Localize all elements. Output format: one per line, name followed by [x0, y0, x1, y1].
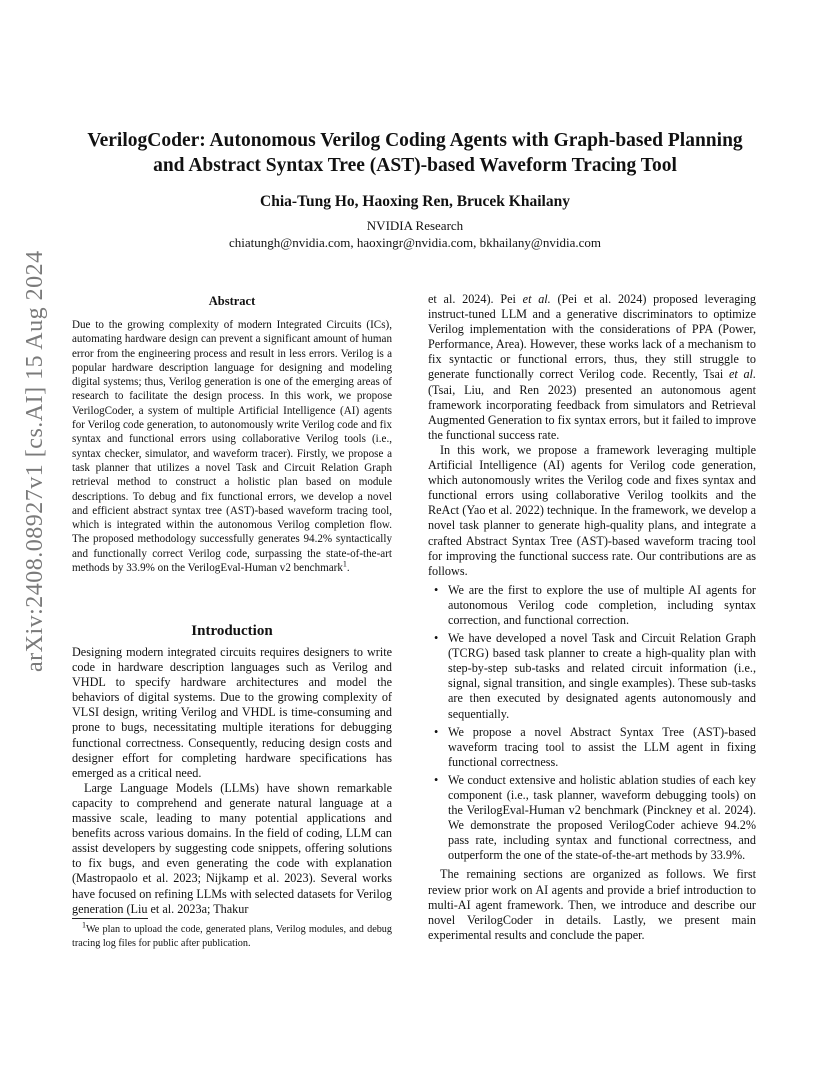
affiliation: NVIDIA Research [366, 218, 464, 233]
footnote [72, 920, 392, 950]
contribution-text: We propose a novel Abstract Syntax Tree (AST)-based waveform tracing tool to assist the LLM agent in fixing functional correctness. [448, 724, 756, 769]
contribution-item [428, 773, 756, 864]
footnote-divider [72, 918, 148, 919]
intro-paragraph-2: Large Language Models (LLMs) have shown remarkable capacity to comprehend and generate natural language at a massive scale, leading to many potential applications and benefits across various domains. In the field of coding, LLM can assist developers by suggesting code snippets, offering solutions to fix bugs, and even generating the code with explanation (Mastropaolo et al. 2023; Nijkamp et al. 2023). Several works have focused on refining LLMs with selected datasets for Verilog generation (Liu et al. 2023a; Thakur [72, 780, 392, 916]
contribution-item [428, 631, 756, 722]
contributions-list [428, 583, 756, 864]
footnote-mark: 1 [82, 920, 86, 930]
abstract-text [72, 318, 392, 575]
title-line-2: and Abstract Syntax Tree (AST)-based Waveform Tracing Tool [153, 155, 677, 176]
right-p1-part-c: (Tsai, Liu, and Ren 2023) presented an autonomous agent framework incorporating feedback from simulators and Retrieval Augmented Generation to fix syntax errors, but it failed to improve the functional success rate. [428, 382, 756, 442]
contribution-text: We conduct extensive and holistic ablation studies of each key component (i.e., task planner, waveform debugging tools) on the VerilogEval-Human v2 benchmark (Pinckney et al. 2024). We demonstrate the proposed VerilogCoder achieve 94.2% pass rate, including syntax and functional correctness, and outperform the one of the state-of-the-art methods by 33.9%. [448, 772, 756, 863]
introduction-heading: Introduction [191, 623, 273, 639]
title-line-1: VerilogCoder: Autonomous Verilog Coding Agents with Graph-based Planning [87, 130, 743, 151]
footnote-text: We plan to upload the code, generated plans, Verilog modules, and debug tracing log files for public after publication. [72, 924, 392, 949]
abstract-end: . [346, 562, 350, 575]
paper-title [60, 128, 770, 178]
right-paragraph-3: The remaining sections are organized as follows. We first review prior work on AI agents and provide a brief introduction to multi-AI agent framework. Then, we introduce and describe our novel VerilogCoder in details. Lastly, we present main experimental results and conclude the paper. [428, 867, 756, 942]
arxiv-identifier: arXiv:2408.08927v1 [cs.AI] 15 Aug 2024 [22, 250, 48, 672]
bullet-icon: • [434, 724, 439, 739]
author-emails: chiatungh@nvidia.com, haoxingr@nvidia.com, bkhailany@nvidia.com [228, 235, 602, 250]
affiliation-block [60, 217, 770, 251]
bullet-icon: • [434, 631, 439, 646]
right-paragraph-1 [428, 292, 756, 443]
right-p1-part-b: (Pei et al. 2024) proposed leveraging instruct-tuned LLM and a generative discriminators to optimize Verilog implementation with the considerations of PPA (Power, Performance, Area). However, these works lack of a mechanism to fix syntactic or functional errors, thus, they still struggle to generate functionally correct Verilog code. Recently, Tsai [428, 292, 756, 382]
contribution-item [428, 583, 756, 628]
right-paragraph-2: In this work, we propose a framework leveraging multiple Artificial Intelligence (AI) agents for Verilog code generation, which autonomously writes the Verilog code and fixes syntax and functional errors using collaborative Verilog toolkits and the ReAct (Yao et al. 2022) technique. In the framework, we develop a novel task planner to generate high-quality plans, and integrate a crafted Abstract Syntax Tree (AST)-based waveform tracing tool for improving the functional success rate. Our contributions are as follows. [428, 442, 756, 578]
right-p1-emphasis-2: et al. [728, 367, 756, 382]
intro-paragraph-1: Designing modern integrated circuits requires designers to write code in hardware description languages such as Verilog and VHDL to specify hardware architectures and model the behaviors of digital systems. Due to the growing complexity of VLSI design, writing Verilog and VHDL is time-consuming and prone to bugs, necessitating multiple iterations for debugging functional correctness. Consequently, reducing design costs and designer effort for completing hardware specifications has emerged as a critical need. [72, 645, 392, 780]
contribution-text: We are the first to explore the use of multiple AI agents for autonomous Verilog code completion, including syntax correction, and functional correction. [448, 582, 756, 627]
footnote-reference[interactable]: 1 [342, 559, 347, 569]
introduction-section [72, 645, 392, 917]
author-list: Chia-Tung Ho, Haoxing Ren, Brucek Khailany [260, 193, 570, 210]
bullet-icon: • [434, 772, 439, 787]
right-p1-part-a: et al. 2024). Pei [428, 292, 523, 306]
right-p1-emphasis-1: et al. [522, 292, 551, 306]
right-column [428, 292, 756, 943]
abstract-body: Due to the growing complexity of modern Integrated Circuits (ICs), automating hardware design can prevent a significant amount of human error from the engineering process and result in less errors. Verilog is a popular hardware description language for designing and modeling digital systems; thus, Verilog generation is one of the emerging areas of research to facilitate the design process. In this work, we propose VerilogCoder, a system of multiple Artificial Intelligence (AI) agents for Verilog code generation, to autonomously write Verilog code and fix syntax and functional errors using collaborative Verilog tools (i.e., syntax checker, simulator, and waveform tracer). Firstly, we propose a task planner that utilizes a novel Task and Circuit Relation Graph retrieval method to construct a holistic plan based on module descriptions. To debug and fix functional errors, we develop a novel and efficient abstract syntax tree (AST)-based waveform tracing tool, which is integrated within the autonomous Verilog completion flow. The proposed methodology successfully generates 94.2% syntactically and functionally correct Verilog code, surpassing the state-of-the-art methods by 33.9% on the VerilogEval-Human v2 benchmark [72, 319, 392, 575]
contribution-text: We have developed a novel Task and Circuit Relation Graph (TCRG) based task planner to create a high-quality plan with step-by-step sub-tasks and related circuit information (i.e., signal, signal transition, and single examples). These sub-tasks are then executed by designated agents autonomously and sequentially. [448, 631, 756, 721]
abstract-heading: Abstract [208, 294, 256, 308]
contribution-item [428, 725, 756, 770]
bullet-icon: • [434, 582, 439, 597]
